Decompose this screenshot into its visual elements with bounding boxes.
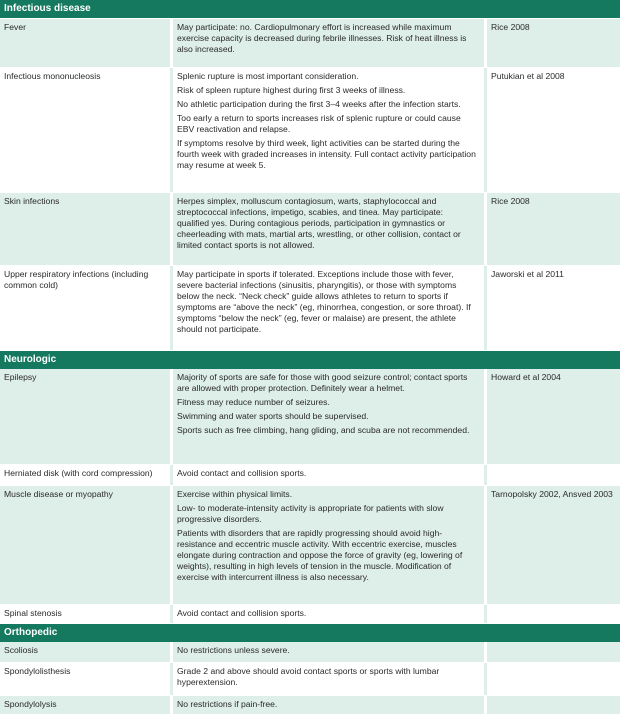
recommendation-paragraph: Risk of spleen rupture highest during first 3 weeks of illness.	[177, 85, 406, 95]
reference-cell	[484, 465, 620, 485]
recommendation-cell	[170, 696, 480, 714]
recommendation-cell	[170, 19, 480, 67]
recommendation-cell	[170, 486, 480, 604]
section-header: Neurologic	[0, 351, 620, 369]
recommendation-paragraph: May participate in sports if tolerated. Exceptions include those with fever, severe bacterial infections (sinusitis, pharyngitis), or those with symptoms below the neck. “Neck check” guide allows athletes to return to sports if symptoms are “above the neck” (eg, rhinorrhea, congestion, or sore throat). If symptoms “below the neck” (eg, fever or malaise) are present, the athlete should not participate.	[177, 269, 471, 334]
reference-cell: Putukian et al 2008	[484, 68, 620, 192]
recommendation-cell	[170, 68, 480, 192]
recommendation-paragraph: Low- to moderate-intensity activity is appropriate for patients with slow progressive disorders.	[177, 503, 444, 524]
recommendation-paragraph: No restrictions if pain-free.	[177, 699, 278, 709]
condition-cell: Muscle disease or myopathy	[4, 489, 113, 499]
reference-cell	[484, 696, 620, 714]
table-row	[0, 642, 620, 662]
reference-cell	[484, 663, 620, 695]
recommendation-paragraph: No restrictions unless severe.	[177, 645, 290, 655]
reference-cell	[484, 642, 620, 662]
table-row	[0, 486, 620, 604]
reference-cell: Tarnopolsky 2002, Ansved 2003	[484, 486, 620, 604]
recommendation-paragraph: Splenic rupture is most important consideration.	[177, 71, 359, 81]
condition-cell: Scoliosis	[4, 645, 38, 655]
condition-cell: Spondylolysis	[4, 699, 57, 709]
condition-cell: Spinal stenosis	[4, 608, 62, 618]
recommendation-paragraph: No athletic participation during the first 3–4 weeks after the infection starts.	[177, 99, 461, 109]
reference-cell: Jaworski et al 2011	[484, 266, 620, 350]
recommendation-cell	[170, 663, 480, 695]
recommendation-paragraph: Exercise within physical limits.	[177, 489, 293, 499]
table-row	[0, 19, 620, 67]
table-row	[0, 369, 620, 464]
table-row	[0, 266, 620, 350]
recommendation-paragraph: Avoid contact and collision sports.	[177, 468, 307, 478]
condition-cell: Epilepsy	[4, 372, 37, 382]
recommendation-cell	[170, 465, 480, 485]
recommendation-paragraph: Patients with disorders that are rapidly progressing should avoid high-resistance and eccentric muscle activity. With eccentric exercise, muscles elongate during contraction and oppose the force of gravity (eg, lowering of weights), resulting in high levels of tension in the muscle. Modification of exercise with intercurrent illness is also necessary.	[177, 528, 463, 582]
table-row	[0, 663, 620, 695]
table-row	[0, 193, 620, 265]
recommendation-paragraph: Too early a return to sports increases risk of splenic rupture or could cause EBV reactivation and relapse.	[177, 113, 461, 134]
table-row	[0, 465, 620, 485]
table-row	[0, 696, 620, 714]
recommendation-paragraph: Avoid contact and collision sports.	[177, 608, 307, 618]
recommendation-paragraph: Fitness may reduce number of seizures.	[177, 397, 330, 407]
recommendation-paragraph: May participate: no. Cardiopulmonary effort is increased while maximum exercise capacity is decreased during febrile illnesses. Risk of heat illness is also increased.	[177, 22, 467, 54]
recommendation-paragraph: Herpes simplex, molluscum contagiosum, warts, staphylococcal and streptococcal infections, impetigo, scabies, and tinea. May participate: qualified yes. During contagious periods, participation in gymnastics or cheerleading with mats, martial arts, wrestling, or other collision, contact or limited contact sports is not allowed.	[177, 196, 461, 250]
reference-cell: Howard et al 2004	[484, 369, 620, 464]
reference-cell: Rice 2008	[484, 19, 620, 67]
condition-cell: Herniated disk (with cord compression)	[4, 468, 153, 478]
recommendation-paragraph: Grade 2 and above should avoid contact sports or sports with lumbar hyperextension.	[177, 666, 440, 687]
recommendation-cell	[170, 193, 480, 265]
condition-cell: Fever	[4, 22, 26, 32]
recommendation-paragraph: Swimming and water sports should be supervised.	[177, 411, 369, 421]
recommendation-paragraph: Majority of sports are safe for those with good seizure control; contact sports are allowed with proper protection. Definitely wear a helmet.	[177, 372, 468, 393]
recommendation-paragraph: If symptoms resolve by third week, light activities can be started during the fourth week with graded increases in intensity. Full contact activity participation may resume at week 5.	[177, 138, 476, 170]
section-header: Orthopedic	[0, 624, 620, 642]
reference-cell	[484, 605, 620, 623]
recommendation-cell	[170, 642, 480, 662]
condition-cell: Skin infections	[4, 196, 60, 206]
condition-cell: Upper respiratory infections (including common cold)	[4, 269, 149, 290]
recommendation-cell	[170, 369, 480, 464]
condition-cell: Infectious mononucleosis	[4, 71, 101, 81]
recommendation-cell	[170, 605, 480, 623]
section-header: Infectious disease	[0, 0, 620, 18]
reference-cell: Rice 2008	[484, 193, 620, 265]
table-row	[0, 68, 620, 192]
condition-cell: Spondylolisthesis	[4, 666, 71, 676]
recommendation-cell	[170, 266, 480, 350]
recommendation-paragraph: Sports such as free climbing, hang gliding, and scuba are not recommended.	[177, 425, 470, 435]
table-row	[0, 605, 620, 623]
